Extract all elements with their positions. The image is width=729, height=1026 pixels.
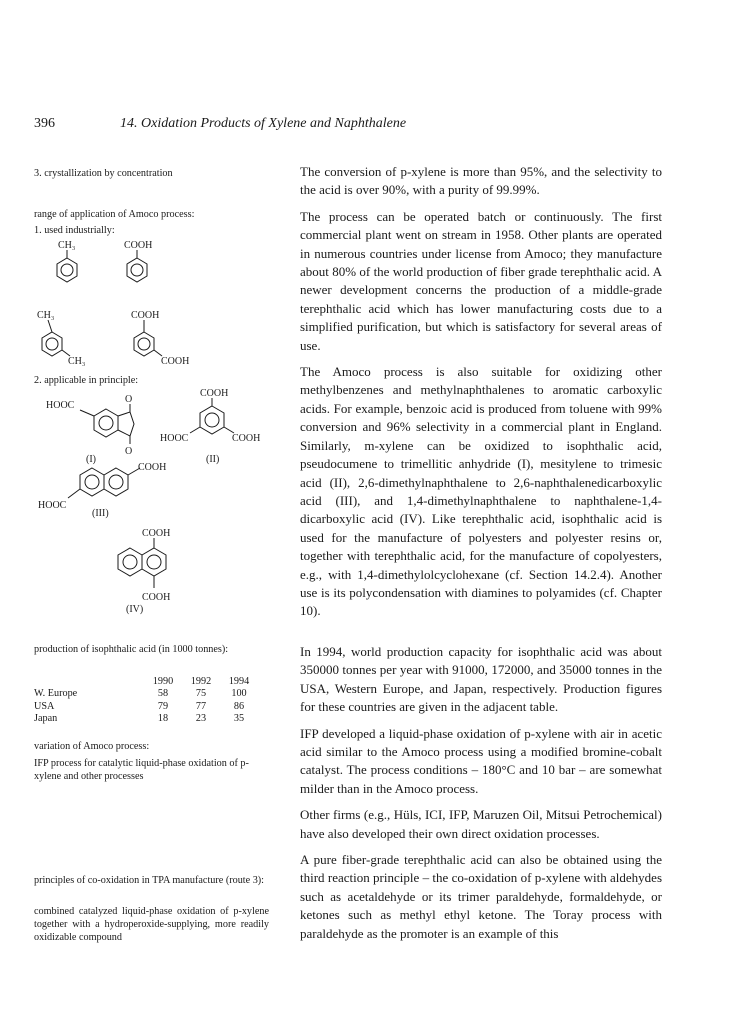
table-header-row [34,675,258,688]
value-cell: 77 [195,700,207,712]
ifp-note: IFP process for catalytic liquid-phase oxidation of p-xylene and other processes [34,758,249,782]
sidebar-applicable-in-principle: 2. applicable in principle: [34,375,139,386]
paragraph-amoco: The Amoco process is also suitable for oxidizing other methylbenzenes and methylnaphthalenes to aromatic carboxylic acids. For example, benzoic acid is produced from toluene with 99% conversion and 96% selectivity in a commercial plant in England. Similarly, m-xylene can be oxidized to isophthalic acid, pseudocumene to trimellitic anhydride (I), mesitylene to trimesic acid (II), 2,6-dimethylnaphthalene to 2,6-naphthalenedicarboxylic acid (III), and 1,4-dimethylnaphthalene to naphthalene-1,4-dicarboxylic acid (IV). Like terephthalic acid, isophthalic acid is used for the manufacture of polyesters and polyester resins or, together with terephthalic acid, for the manufacture of copolyesters, e.g., with 1,4-dimethylolcyclohexane (cf. Section 14.2.4). Another use is its polycondensation with diamines to polyamides (cf. Chapter 10). [300,364,662,619]
value-cell: 23 [195,713,207,725]
table-row [34,713,258,726]
trimesic-ring [200,406,224,434]
value-cell: 100 [231,688,247,700]
paragraph-ifp: IFP developed a liquid-phase oxidation of p-xylene with air in acetic acid similar to the Amoco process using a modified bromine-cobalt catalyst. The process conditions – 180°C and 10 bar – are somewhat milder than in the Amoco process. [300,725,662,796]
production-heading: production of isophthalic acid (in 1000 tonnes): [34,644,229,655]
naphthalene-ring-4 [142,548,166,576]
paragraph-conversion: The conversion of p-xylene is more than 95%, and the selectivity to the acid is over 90%, with a purity of 99.99%. [300,164,662,198]
region-cell: USA [34,700,55,712]
label-ch3-3: CH₃ [68,356,86,367]
main-text-bottom [300,643,662,943]
naphthalene-ring-3 [118,548,142,576]
sidebar-used-industrially: 1. used industrially: [34,225,115,236]
year-1990: 1990 [152,675,174,687]
label-ch3: CH₃ [58,240,76,251]
value-cell: 58 [157,688,169,700]
label-hooc-2: HOOC [160,433,189,444]
label-cooh-6: COOH [138,462,167,473]
label-roman-3: (III) [92,508,109,519]
main-text-top [300,163,662,629]
sidebar-crystallization: 3. crystallization by concentration [34,168,173,179]
page-number: 396 [34,116,55,131]
p-xylene-ring [57,258,77,282]
label-hooc-3: HOOC [38,500,67,511]
label-cooh-2: COOH [131,310,160,321]
label-o-bottom: O [125,446,133,457]
label-roman-4: (IV) [126,604,144,615]
region-cell: Japan [34,713,58,725]
sidebar-range-heading: range of application of Amoco process: [34,209,195,220]
label-hooc: HOOC [46,400,75,411]
production-table [34,675,258,725]
p-xylene-ring-2 [42,332,62,356]
label-roman-1: (I) [86,454,96,465]
terephthalic-ring [127,258,147,282]
label-cooh-4: COOH [200,388,229,399]
value-cell: 18 [157,713,169,725]
value-cell: 75 [195,688,207,700]
coox-note: combined catalyzed liquid-phase oxidation of p-xylene together with a hydroperoxide-supplying, more readily oxidizable compound [34,906,269,943]
variation-heading: variation of Amoco process: [34,741,150,752]
anhydride-ring [94,409,118,437]
coox-heading: principles of co-oxidation in TPA manufacture (route 3): [34,875,265,886]
value-cell: 86 [233,700,245,712]
label-ch3-2: CH₃ [37,310,55,321]
label-o-top: O [125,394,133,405]
label-cooh-5: COOH [232,433,261,444]
region-cell: W. Europe [34,688,78,700]
chapter-title: 14. Oxidation Products of Xylene and Naphthalene [120,116,407,131]
naphthalene-ring-1 [80,468,104,496]
label-roman-2: (II) [206,454,220,465]
value-cell: 79 [157,700,169,712]
year-1994: 1994 [228,675,250,687]
naphthalene-ring-2 [104,468,128,496]
chemical-structures [34,236,279,636]
year-1992: 1992 [190,675,212,687]
label-cooh-3: COOH [161,356,190,367]
label-cooh-7: COOH [142,528,171,539]
terephthalic-ring-2 [134,332,154,356]
value-cell: 35 [233,713,245,725]
table-row [34,700,258,713]
paragraph-capacity: In 1994, world production capacity for isophthalic acid was about 350000 tonnes per year with 91000, 172000, and 35000 tonnes in the USA, Western Europe, and Japan, respectively. Production figures for these countries are given in the adjacent table. [300,644,662,715]
label-cooh: COOH [124,240,153,251]
paragraph-process: The process can be operated batch or continuously. The first commercial plant went on stream in 1958. Other plants are operated in numerous countries under license from Amoco; they manufacture about 80% of the world production of fiber grade terephthalic acid. A newer development concerns the production of a middle-grade terephthalic acid which has lower manufacturing costs due to a simplified purification, but which is satisfactory for several areas of use. [300,208,662,353]
paragraph-co-oxidation: A pure fiber-grade terephthalic acid can also be obtained using the third reaction principle – the co-oxidation of p-xylene with aldehydes such as acetaldehyde or its trimer paraldehyde, formaldehyde, or ketones such as methyl ethyl ketone. The Toray process with paraldehyde as the promoter is an example of this [300,852,662,941]
table-row [34,688,258,701]
paragraph-other-firms: Other firms (e.g., Hüls, ICI, IFP, Maruzen Oil, Mitsui Petrochemical) have also developed their own direct oxidation processes. [300,807,662,841]
label-cooh-8: COOH [142,592,171,603]
